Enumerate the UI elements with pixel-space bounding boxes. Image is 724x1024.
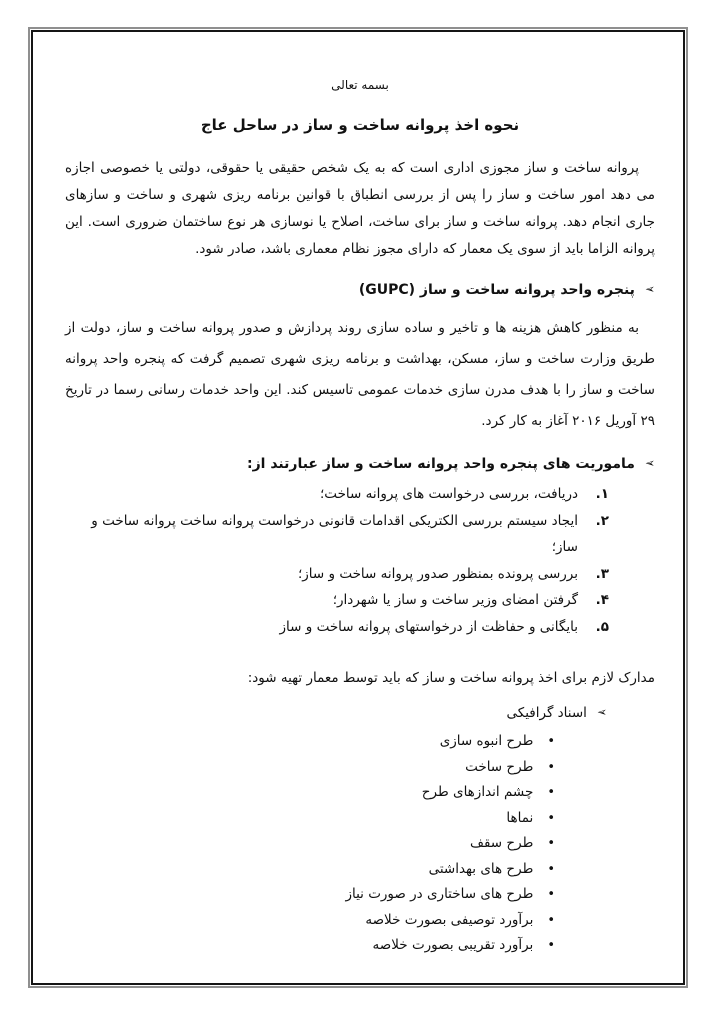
list-item bbox=[65, 729, 555, 755]
document-title: نحوه اخذ پروانه ساخت و ساز در ساحل عاج bbox=[200, 116, 520, 134]
dot-bullet-icon: • bbox=[547, 785, 555, 800]
gupc-paragraph: به منظور کاهش هزینه ها و تاخیر و ساده سازی روند پردازش و صدور پروانه ساخت و ساز، دولت از طریق وزارت ساخت و ساز، مسکن، بهداشت و برنامه ریزی شهری تصمیم گرفت که پنجره واحد پروانه ساخت و ساز را با هدف مدرن سازی خدمات عمومی تاسیس کند. این واحد خدمات رسانی رسما در تاریخ ۲۹ آوریل ۲۰۱۶ آغاز به کار کرد. bbox=[65, 320, 655, 429]
dot-bullet-icon: • bbox=[547, 861, 555, 877]
mission-number: ۵. bbox=[595, 618, 609, 635]
list-item bbox=[65, 806, 555, 832]
list-item-text: نماها bbox=[506, 809, 534, 826]
list-item bbox=[65, 882, 555, 908]
dot-bullet-icon: • bbox=[547, 759, 555, 775]
list-item-text: برآورد تقریبی بصورت خلاصه bbox=[372, 937, 534, 953]
list-item bbox=[65, 908, 555, 934]
mission-text: بایگانی و حفاظت از درخواستهای پروانه ساخت و ساز bbox=[279, 618, 578, 635]
list-item-text: طرح سقف bbox=[470, 835, 534, 851]
mission-text: ایجاد سیستم بررسی الکتریکی اقدامات قانونی درخواست پروانه ساخت پروانه ساخت و ساز؛ bbox=[91, 512, 578, 555]
dot-bullet-icon: • bbox=[547, 734, 555, 749]
mission-number: ۳. bbox=[595, 565, 609, 582]
dot-bullet-icon: • bbox=[547, 836, 555, 851]
list-item-text: طرح انبوه سازی bbox=[439, 733, 534, 749]
dot-bullet-icon: • bbox=[547, 887, 555, 902]
list-item bbox=[65, 933, 555, 959]
gupc-heading-label: پنجره واحد پروانه ساخت و ساز (GUPC) bbox=[358, 282, 635, 298]
mission-number: ۱. bbox=[595, 486, 609, 502]
dot-bullet-icon: • bbox=[547, 938, 555, 953]
page-border-inner bbox=[31, 30, 685, 985]
page-border-outer bbox=[28, 27, 688, 988]
mission-text: گرفتن امضای وزیر ساخت و ساز یا شهردار؛ bbox=[332, 592, 578, 608]
list-item bbox=[65, 755, 555, 781]
gupc-heading bbox=[65, 282, 655, 298]
list-item bbox=[65, 857, 555, 883]
intro-paragraph: پروانه ساخت و ساز مجوزی اداری است که به یک شخص حقیقی یا حقوقی، دولتی یا خصوصی اجازه می دهد امور ساخت و ساز را پس از بررسی انطباق با قوانین برنامه ریزی شهری و ساخت و سازهای جاری انجام دهد. پروانه ساخت و ساز برای ساخت، اصلاح یا نوسازی هر نوع ساختمان ضروری است. این پروانه الزاما باید از سوی یک معمار که دارای مجوز نظام معماری باشد، صادر شود. bbox=[65, 160, 655, 257]
arrow-bullet-icon: ➢ bbox=[596, 705, 607, 719]
mission-item bbox=[65, 587, 609, 614]
missions-list bbox=[65, 481, 655, 640]
dot-bullet-icon: • bbox=[547, 810, 555, 826]
list-item-text: برآورد توصیفی بصورت خلاصه bbox=[365, 911, 534, 928]
mission-text: بررسی پرونده بمنظور صدور پروانه ساخت و ساز؛ bbox=[297, 565, 578, 582]
list-item-text: چشم اندازهای طرح bbox=[421, 784, 534, 800]
graphic-docs-heading-label: اسناد گرافیکی bbox=[506, 705, 587, 721]
list-item bbox=[65, 780, 555, 806]
list-item-text: طرح ساخت bbox=[465, 758, 534, 775]
mission-item bbox=[65, 508, 609, 561]
list-item-text: طرح های ساختاری در صورت نیاز bbox=[345, 886, 534, 902]
mission-item bbox=[65, 561, 609, 588]
arrow-bullet-icon: ➢ bbox=[644, 456, 655, 470]
mission-number: ۲. bbox=[595, 512, 609, 529]
mission-text: دریافت، بررسی درخواست های پروانه ساخت؛ bbox=[320, 486, 578, 502]
arrow-bullet-icon: ➢ bbox=[644, 282, 655, 296]
dot-bullet-icon: • bbox=[547, 912, 555, 928]
graphic-docs-list bbox=[65, 729, 655, 959]
mission-number: ۴. bbox=[595, 592, 609, 608]
list-item-text: طرح های بهداشتی bbox=[428, 860, 534, 877]
document-content bbox=[35, 34, 681, 981]
list-item bbox=[65, 831, 555, 857]
invocation-text: بسمه تعالی bbox=[331, 78, 389, 92]
mission-item bbox=[65, 481, 609, 508]
documents-intro-line: مدارک لازم برای اخذ پروانه ساخت و ساز که باید توسط معمار تهیه شود: bbox=[247, 670, 655, 686]
mission-item bbox=[65, 614, 609, 641]
missions-heading bbox=[65, 456, 655, 472]
graphic-docs-heading bbox=[65, 705, 607, 721]
missions-heading-label: ماموریت های پنجره واحد پروانه ساخت و ساز عبارتند از: bbox=[247, 456, 635, 472]
